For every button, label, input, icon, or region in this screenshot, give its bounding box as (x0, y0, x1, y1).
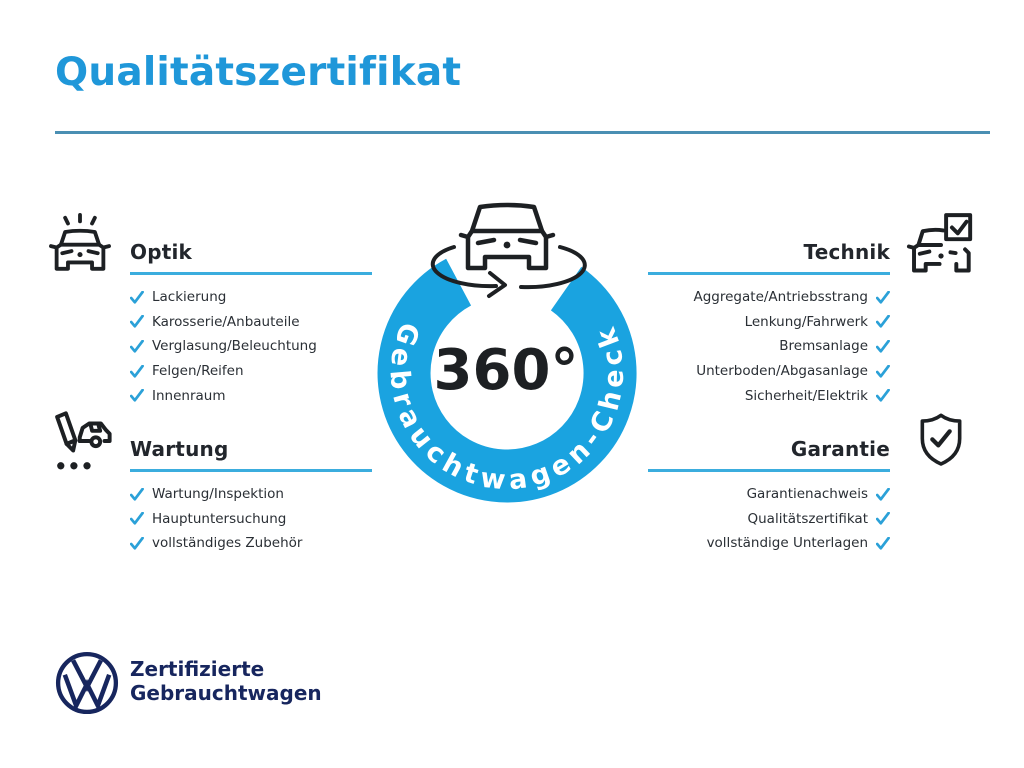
title-divider (55, 131, 990, 134)
optik-checklist (130, 285, 372, 408)
checklist-item-label: Sicherheit/Elektrik (744, 387, 868, 404)
checklist-item (648, 285, 890, 310)
checklist-item (648, 507, 890, 532)
check-icon (876, 365, 890, 378)
checklist-item-label: vollständige Unterlagen (706, 535, 868, 552)
check-icon (130, 315, 144, 328)
checklist-item (130, 285, 372, 310)
section-optik (130, 240, 372, 408)
checklist-item-label: Hauptuntersuchung (152, 510, 287, 527)
technik-checklist (648, 285, 890, 408)
checklist-item-label: Unterboden/Abgasanlage (696, 363, 868, 380)
section-technik (648, 240, 890, 408)
checklist-item-label: Garantienachweis (746, 486, 868, 503)
brand-line1: Zertifizierte (130, 657, 265, 681)
checklist-item-label: Innenraum (152, 387, 226, 404)
section-garantie-divider (648, 469, 890, 472)
car-rotation-icon (433, 205, 585, 296)
check-icon (130, 389, 144, 402)
check-icon (876, 389, 890, 402)
garantie-checklist (648, 482, 890, 556)
wartung-checklist (130, 482, 372, 556)
section-garantie-title: Garantie (790, 437, 890, 461)
brand-text (130, 657, 322, 705)
checklist-item (130, 482, 372, 507)
section-wartung-title: Wartung (130, 437, 229, 461)
checklist-item (648, 359, 890, 384)
checklist-item-label: Lackierung (152, 289, 227, 306)
car-checkbox-icon (906, 210, 976, 280)
checklist-item (648, 383, 890, 408)
checklist-item (130, 507, 372, 532)
check-icon (130, 512, 144, 525)
check-icon (130, 340, 144, 353)
checklist-item-label: Lenkung/Fahrwerk (744, 313, 868, 330)
pencil-car-icon (44, 406, 114, 476)
check-icon (876, 340, 890, 353)
checklist-item (648, 310, 890, 335)
checklist-item-label: Wartung/Inspektion (152, 486, 284, 503)
section-garantie (648, 437, 890, 556)
section-optik-divider (130, 272, 372, 275)
checklist-item-label: Karosserie/Anbauteile (152, 313, 300, 330)
check-icon (130, 537, 144, 550)
checklist-item-label: Bremsanlage (779, 338, 868, 355)
checklist-item (130, 531, 372, 556)
checklist-item (130, 359, 372, 384)
section-technik-divider (648, 272, 890, 275)
check-icon (876, 315, 890, 328)
checklist-item (648, 482, 890, 507)
checklist-item (648, 334, 890, 359)
check-icon (876, 488, 890, 501)
check-icon (130, 488, 144, 501)
section-wartung-divider (130, 469, 372, 472)
shield-check-icon (909, 408, 973, 472)
section-technik-title: Technik (803, 240, 890, 264)
check-icon (876, 537, 890, 550)
checklist-item (130, 334, 372, 359)
checklist-item-label: Aggregate/Antriebsstrang (693, 289, 868, 306)
check-icon (876, 291, 890, 304)
check-icon (130, 365, 144, 378)
checklist-item-label: Verglasung/Beleuchtung (152, 338, 317, 355)
checklist-item (648, 531, 890, 556)
badge-ring-label: Gebrauchtwagen-Check (383, 318, 631, 497)
section-wartung (130, 437, 372, 556)
check-icon (130, 291, 144, 304)
checklist-item-label: vollständiges Zubehör (152, 535, 303, 552)
vw-logo (54, 650, 120, 716)
sparkle-car-icon (46, 210, 114, 278)
badge-degrees: 360° (433, 338, 579, 403)
check-icon (876, 512, 890, 525)
checklist-item-label: Felgen/Reifen (152, 363, 244, 380)
brand-line2: Gebrauchtwagen (130, 681, 322, 705)
checklist-item-label: Qualitätszertifikat (747, 510, 868, 527)
page-title: Qualitätszertifikat (55, 50, 462, 95)
section-optik-title: Optik (130, 240, 193, 264)
checklist-item (130, 383, 372, 408)
checklist-item (130, 310, 372, 335)
360-check-badge (350, 178, 664, 508)
